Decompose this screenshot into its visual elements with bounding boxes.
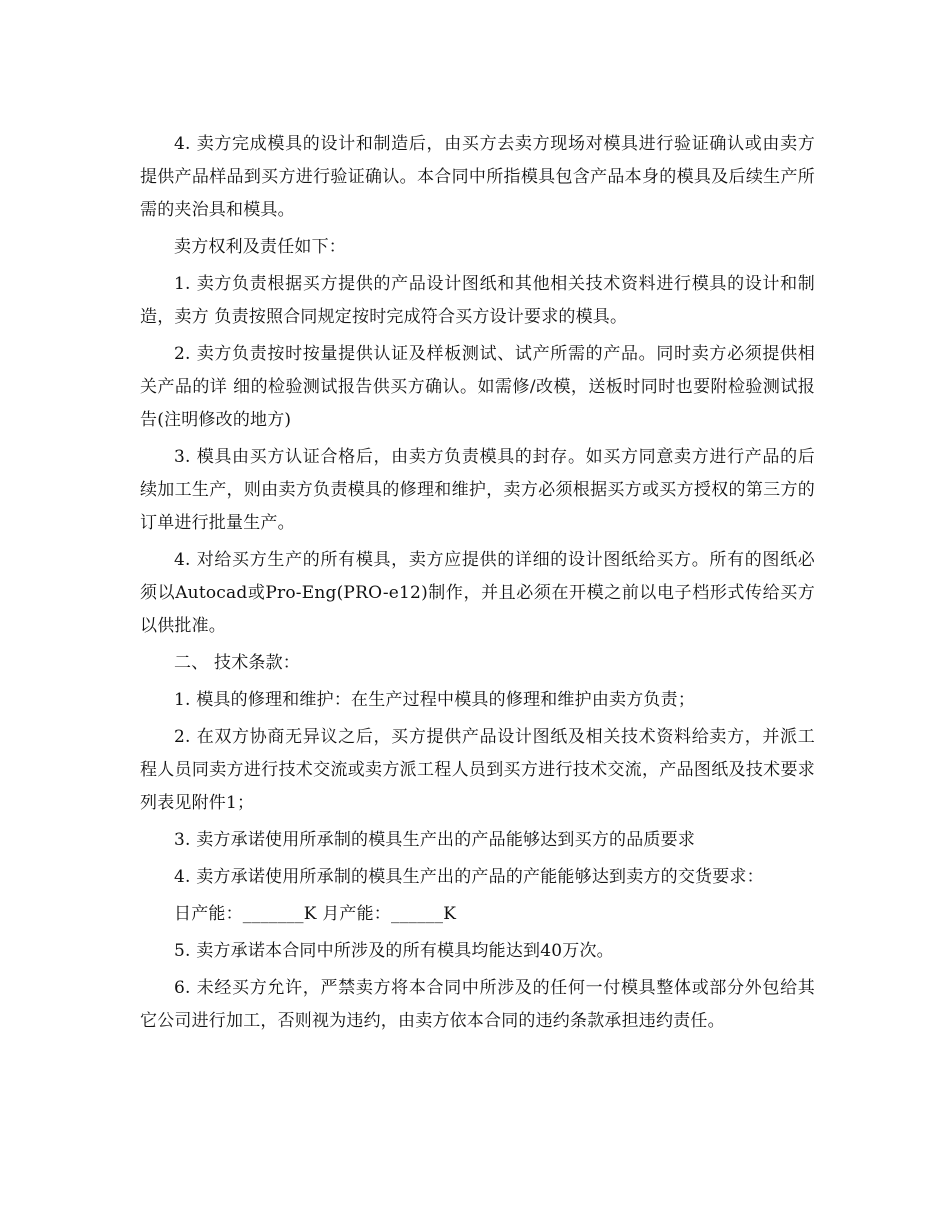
paragraph-mold-verification: 4. 卖方完成模具的设计和制造后，由买方去卖方现场对模具进行验证确认或由卖方提供产品样品到买方进行验证确认。本合同中所指模具包含产品本身的模具及后续生产所需的夹治具和模具。 bbox=[140, 134, 815, 220]
paragraph-mold-lifetime: 5. 卖方承诺本合同中所涉及的所有模具均能达到40万次。 bbox=[174, 941, 614, 961]
capacity-fill-in-line: 日产能：_______K 月产能：______K bbox=[174, 904, 457, 924]
paragraph-no-outsourcing: 6. 未经买方允许，严禁卖方将本合同中所涉及的任何一付模具整体或部分外包给其它公司进行加工，否则视为违约，由卖方依本合同的违约条款承担违约责任。 bbox=[140, 978, 815, 1031]
paragraph-technical-exchange: 2. 在双方协商无异议之后，买方提供产品设计图纸及相关技术资料给卖方，并派工程人员同卖方进行技术交流或卖方派工程人员到买方进行技术交流，产品图纸及技术要求列表见附件1； bbox=[140, 727, 815, 813]
paragraph-design-drawings: 4. 对给买方生产的所有模具，卖方应提供的详细的设计图纸给买方。所有的图纸必须以Autocad或Pro-Eng(PRO-e12)制作，并且必须在开模之前以电子档形式传给买方以供批准。 bbox=[140, 550, 815, 636]
document-body bbox=[140, 128, 815, 1042]
paragraph-mold-sealing: 3. 模具由买方认证合格后，由卖方负责模具的封存。如买方同意卖方进行产品的后续加工生产，则由卖方负责模具的修理和维护，卖方必须根据买方或买方授权的第三方的订单进行批量生产。 bbox=[140, 447, 815, 533]
paragraph-capacity-commitment: 4. 卖方承诺使用所承制的模具生产出的产品的产能能够达到卖方的交货要求： bbox=[174, 867, 764, 887]
paragraph-quality-commitment: 3. 卖方承诺使用所承制的模具生产出的产品能够达到买方的品质要求 bbox=[174, 830, 696, 850]
paragraph-seller-samples: 2. 卖方负责按时按量提供认证及样板测试、试产所需的产品。同时卖方必须提供相关产品的详 细的检验测试报告供买方确认。如需修/改模，送板时同时也要附检验测试报告(注明修改的地方) bbox=[140, 344, 815, 430]
paragraph-repair-maintenance: 1. 模具的修理和维护：在生产过程中模具的修理和维护由卖方负责； bbox=[174, 690, 696, 710]
paragraph-seller-design: 1. 卖方负责根据买方提供的产品设计图纸和其他相关技术资料进行模具的设计和制造，卖方 负责按照合同规定按时完成符合买方设计要求的模具。 bbox=[140, 274, 815, 327]
heading-technical-terms: 二、 技术条款： bbox=[174, 653, 301, 673]
heading-seller-rights: 卖方权利及责任如下： bbox=[174, 237, 346, 257]
